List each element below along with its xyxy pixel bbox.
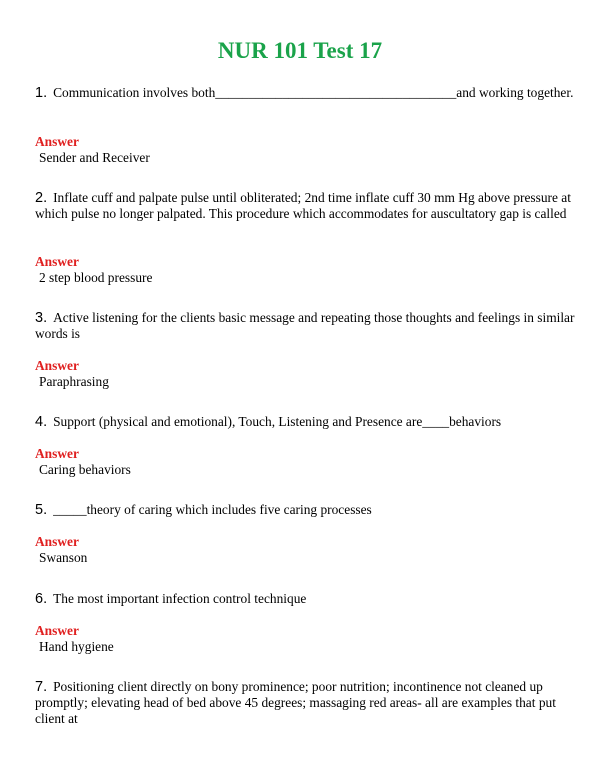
answer-label: Answer — [35, 358, 79, 373]
question-text: Inflate cuff and palpate pulse until obliterated; 2nd time inflate cuff 30 mm Hg above pressure at which pulse no longer palpated. This procedure which accommodates for auscultatory gap is called — [35, 190, 571, 221]
answer-label: Answer — [35, 623, 79, 638]
answer-label: Answer — [35, 134, 79, 149]
question-number: 2. — [35, 190, 48, 206]
question-number: 5. — [35, 502, 48, 518]
answer-label: Answer — [35, 446, 79, 461]
question-5 — [35, 502, 575, 518]
question-blank: ____ — [422, 414, 450, 429]
question-4 — [35, 414, 575, 430]
answer-text: Sender and Receiver — [39, 150, 150, 165]
question-number: 6. — [35, 591, 48, 607]
question-number: 4. — [35, 414, 48, 430]
answer-text: Caring behaviors — [39, 462, 131, 477]
question-3 — [35, 310, 575, 342]
question-text-after: theory of caring which includes five caring processes — [86, 502, 372, 517]
question-text: Support (physical and emotional), Touch, Listening and Presence are — [53, 414, 423, 429]
answer-text: 2 step blood pressure — [39, 270, 153, 285]
question-text-after: behaviors — [449, 414, 502, 429]
question-text: Positioning client directly on bony prominence; poor nutrition; incontinence not cleaned up promptly; elevating head of bed above 45 degrees; massaging red areas- all are examples that put client at — [35, 679, 556, 726]
question-blank: _____ — [53, 502, 87, 517]
question-7 — [35, 679, 575, 727]
question-text: The most important infection control technique — [53, 591, 307, 606]
answer-text: Swanson — [39, 550, 88, 565]
question-blank: ____________________________________ — [215, 85, 457, 100]
page-title: NUR 101 Test 17 — [217, 38, 383, 63]
question-1 — [35, 85, 575, 101]
question-number: 1. — [35, 85, 48, 101]
answer-text: Paraphrasing — [39, 374, 109, 389]
question-2 — [35, 190, 575, 222]
question-text-after: and working together. — [456, 85, 574, 100]
answer-label: Answer — [35, 254, 79, 269]
question-number: 3. — [35, 310, 48, 326]
question-6 — [35, 591, 575, 607]
question-text: Communication involves both — [53, 85, 216, 100]
question-number: 7. — [35, 679, 48, 695]
answer-label: Answer — [35, 534, 79, 549]
question-text: Active listening for the clients basic message and repeating those thoughts and feelings in similar words is — [35, 310, 575, 341]
answer-text: Hand hygiene — [39, 639, 114, 654]
